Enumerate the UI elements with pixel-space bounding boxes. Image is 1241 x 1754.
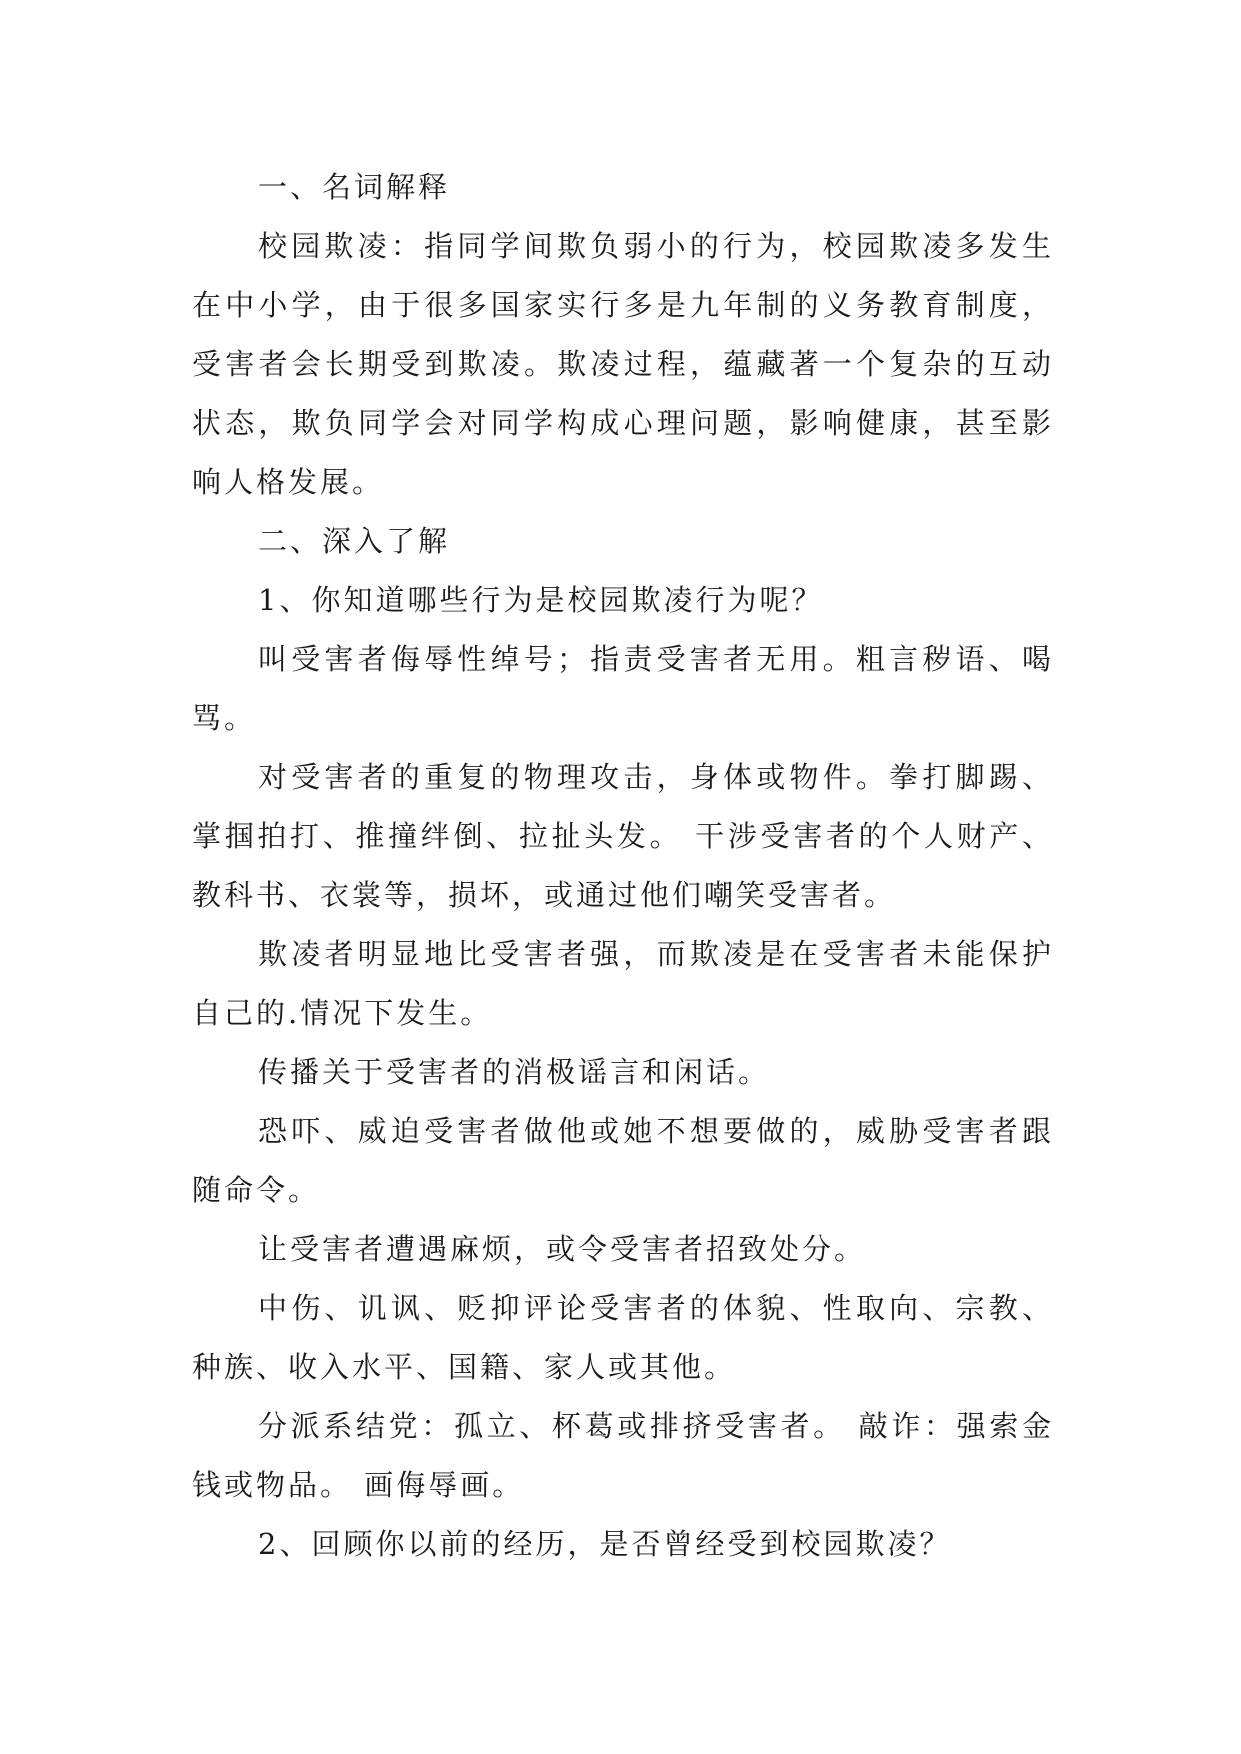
list-item: 欺凌者明显地比受害者强，而欺凌是在受害者未能保护自己的.情况下发生。 [192, 937, 1054, 1030]
list-item: 中伤、讥讽、贬抑评论受害者的体貌、性取向、宗教、种族、收入水平、国籍、家人或其他。 [192, 1291, 1054, 1384]
question-2: 2、回顾你以前的经历，是否曾经受到校园欺凌？ [258, 1527, 952, 1561]
document-body [192, 158, 1054, 1574]
question-1: 1、你知道哪些行为是校园欺凌行为呢？ [258, 583, 824, 617]
definition-paragraph: 校园欺凌：指同学间欺负弱小的行为，校园欺凌多发生在中小学，由于很多国家实行多是九年制的义务教育制度，受害者会长期受到欺凌。欺凌过程，蕴藏著一个复杂的互动状态，欺负同学会对同学构成心理问题，影响健康，甚至影响人格发展。 [192, 229, 1054, 499]
list-item: 对受害者的重复的物理攻击，身体或物件。拳打脚踢、掌掴拍打、推撞绊倒、拉扯头发。 干涉受害者的个人财产、教科书、衣裳等，损坏，或通过他们嘲笑受害者。 [192, 760, 1054, 912]
section-heading-definitions: 一、名词解释 [258, 170, 451, 204]
list-item: 分派系结党：孤立、杯葛或排挤受害者。 敲诈：强索金钱或物品。 画侮辱画。 [192, 1409, 1054, 1502]
section-heading-understanding: 二、深入了解 [258, 524, 451, 558]
list-item: 让受害者遭遇麻烦，或令受害者招致处分。 [258, 1232, 867, 1266]
list-item: 传播关于受害者的消极谣言和闲话。 [258, 1055, 771, 1089]
list-item: 叫受害者侮辱性绰号；指责受害者无用。粗言秽语、喝骂。 [192, 642, 1054, 735]
list-item: 恐吓、威迫受害者做他或她不想要做的，威胁受害者跟随命令。 [192, 1114, 1054, 1207]
